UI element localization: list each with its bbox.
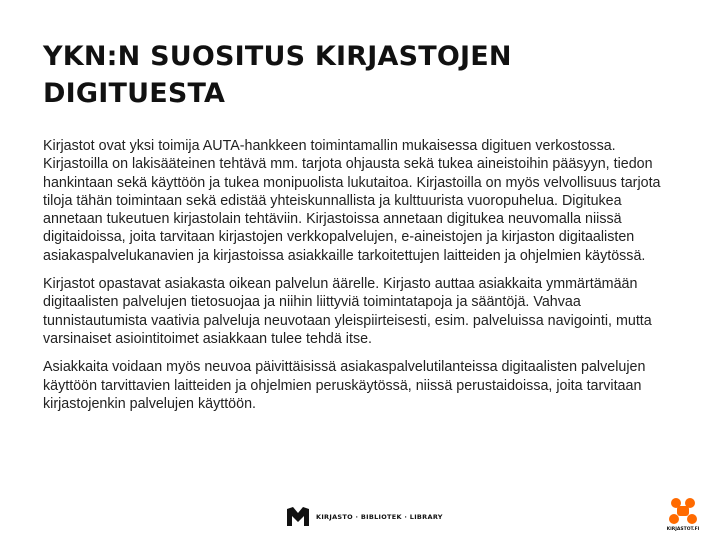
slide-title-line-2: DIGITUESTA xyxy=(43,78,226,109)
kirjastot-fi-logo xyxy=(660,497,706,535)
kirjastot-fi-logo-text: KIRJASTOT.FI xyxy=(666,527,700,532)
body-paragraph-3: Asiakkaita voidaan myös neuvoa päivittäisissä asiakaspalvelutilanteissa digitaalisten palvelujen käyttöön tarvittavien laitteiden ja ohjelmien peruskäytössä, niissä perustaidoissa, joita tarvitaan kirjastojenkin palvelujen käyttöön. xyxy=(43,359,646,412)
body-paragraph-2: Kirjastot opastavat asiakasta oikean palvelun äärelle. Kirjasto auttaa asiakkaita ymmärtämään digitaalisten palvelujen tietosuojaa ja niihin liittyviä toimintatapoja ja sääntöjä. Vahvaa tunnistautumista vaativia palveluja neuvotaan yleispiirteisesti, esim. palveluissa navigointi, mutta varsinaiset asiointitoimet asiakkaan tulee tehdä itse. xyxy=(43,276,652,347)
kirjasto-m-logo-icon xyxy=(286,506,310,528)
kirjasto-footer-logo xyxy=(286,504,443,530)
slide-title xyxy=(43,38,663,112)
body-paragraph-1: Kirjastot ovat yksi toimija AUTA-hankkeen toimintamallin mukaisessa digituen verkostossa. Kirjastoilla on lakisääteinen tehtävä mm. tarjota ohjausta sekä tukea aineistoihin pääsyyn, tiedon hankintaan sekä käyttöön ja tukea monipuolista lukutaitoa. Kirjastoilla on myös velvollisuus tarjota tiloja tähän toimintaan sekä edistää yhteiskunnallista ja kulttuurista vuoropuhelua. Digitukea annetaan tukeutuen kirjastolain tehtäviin. Kirjastoissa annetaan digitukea neuvomalla niissä digitaidoissa, joita tarvitaan kirjastojen verkkopalvelujen, e-aineistojen ja kirjaston digitaalisten asiakaspalvelukanavien ja kirjastoissa asiakkaille tarkoitettujen laitteiden ja ohjelmien käytössä. xyxy=(43,138,661,264)
slide-body xyxy=(43,137,683,423)
kirjasto-logo-text: KIRJASTO · BIBLIOTEK · LIBRARY xyxy=(316,513,443,521)
slide-title-line-1: YKN:N SUOSITUS KIRJASTOJEN xyxy=(43,41,512,72)
